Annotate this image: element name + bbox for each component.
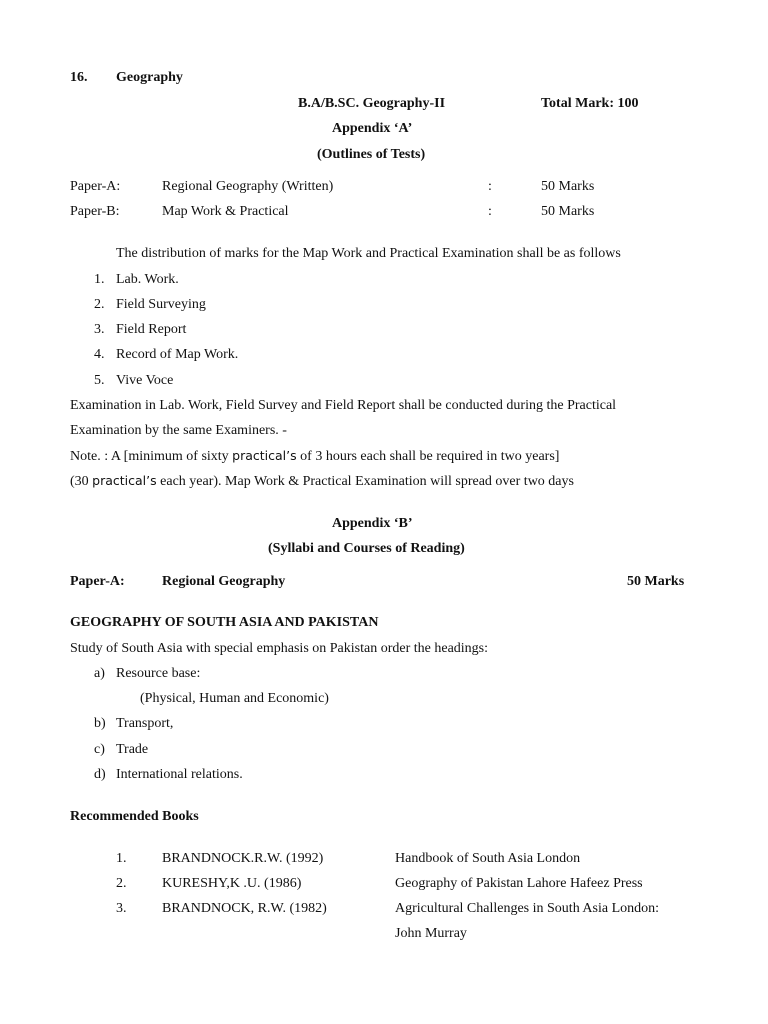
note-line: Note. : A [minimum of sixty practical’s of 3 hours each shall be required in two years] <box>70 448 560 464</box>
list-item: Field Report <box>116 322 187 337</box>
study-line: Study of South Asia with special emphasis on Pakistan order the headings: <box>70 641 489 656</box>
paper-code: Paper-A: <box>70 179 121 194</box>
list-item: (Physical, Human and Economic) <box>140 691 329 706</box>
book-title: Agricultural Challenges in South Asia London: <box>395 901 660 916</box>
book-number: 1. <box>116 851 127 866</box>
section-heading: GEOGRAPHY OF SOUTH ASIA AND PAKISTAN <box>70 615 379 630</box>
book-title: Geography of Pakistan Lahore Hafeez Press <box>395 876 643 891</box>
appendix-a-title: Appendix ‘A’ <box>332 121 413 136</box>
distribution-intro: The distribution of marks for the Map Work and Practical Examination shall be as follows <box>116 246 621 261</box>
list-item: Lab. Work. <box>116 272 179 287</box>
book-author: KURESHY,K .U. (1986) <box>162 876 302 891</box>
paper-name: Regional Geography <box>162 574 286 589</box>
exam-paragraph-line: Examination in Lab. Work, Field Survey and Field Report shall be conducted during the Practical <box>70 398 617 413</box>
book-author: BRANDNOCK, R.W. (1982) <box>162 901 327 916</box>
list-item-label: c) <box>94 742 105 757</box>
appendix-a-subtitle: (Outlines of Tests) <box>317 147 426 162</box>
list-item: Field Surveying <box>116 297 206 312</box>
book-title: John Murray <box>395 926 467 941</box>
list-item: Trade <box>116 742 149 757</box>
book-number: 2. <box>116 876 127 891</box>
list-item-number: 4. <box>94 347 105 362</box>
list-item-label: a) <box>94 666 105 681</box>
list-item-number: 5. <box>94 373 105 388</box>
paper-code: Paper-B: <box>70 204 120 219</box>
exam-paragraph-line: Examination by the same Examiners. - <box>70 423 287 438</box>
paper-code: Paper-A: <box>70 574 125 589</box>
note-line: (30 practical’s each year). Map Work & Practical Examination will spread over two days <box>70 473 574 489</box>
paper-separator: : <box>488 179 492 194</box>
paper-marks: 50 Marks <box>541 179 595 194</box>
list-item: Resource base: <box>116 666 201 681</box>
books-heading: Recommended Books <box>70 809 199 824</box>
list-item: Transport, <box>116 716 174 731</box>
book-title: Handbook of South Asia London <box>395 851 581 866</box>
list-item-number: 1. <box>94 272 105 287</box>
subject-title: Geography <box>116 70 183 85</box>
book-number: 3. <box>116 901 127 916</box>
paper-name: Map Work & Practical <box>162 204 289 219</box>
section-number: 16. <box>70 70 88 85</box>
list-item-label: b) <box>94 716 106 731</box>
paper-separator: : <box>488 204 492 219</box>
appendix-b-title: Appendix ‘B’ <box>332 516 413 531</box>
list-item-number: 2. <box>94 297 105 312</box>
paper-marks: 50 Marks <box>627 574 685 589</box>
list-item: Record of Map Work. <box>116 347 239 362</box>
list-item: Vive Voce <box>116 373 174 388</box>
book-author: BRANDNOCK.R.W. (1992) <box>162 851 324 866</box>
paper-name: Regional Geography (Written) <box>162 179 334 194</box>
appendix-b-subtitle: (Syllabi and Courses of Reading) <box>268 541 465 556</box>
list-item-label: d) <box>94 767 106 782</box>
total-mark: Total Mark: 100 <box>541 96 639 111</box>
list-item-number: 3. <box>94 322 105 337</box>
list-item: International relations. <box>116 767 243 782</box>
paper-marks: 50 Marks <box>541 204 595 219</box>
course-title: B.A/B.SC. Geography-II <box>298 96 446 111</box>
